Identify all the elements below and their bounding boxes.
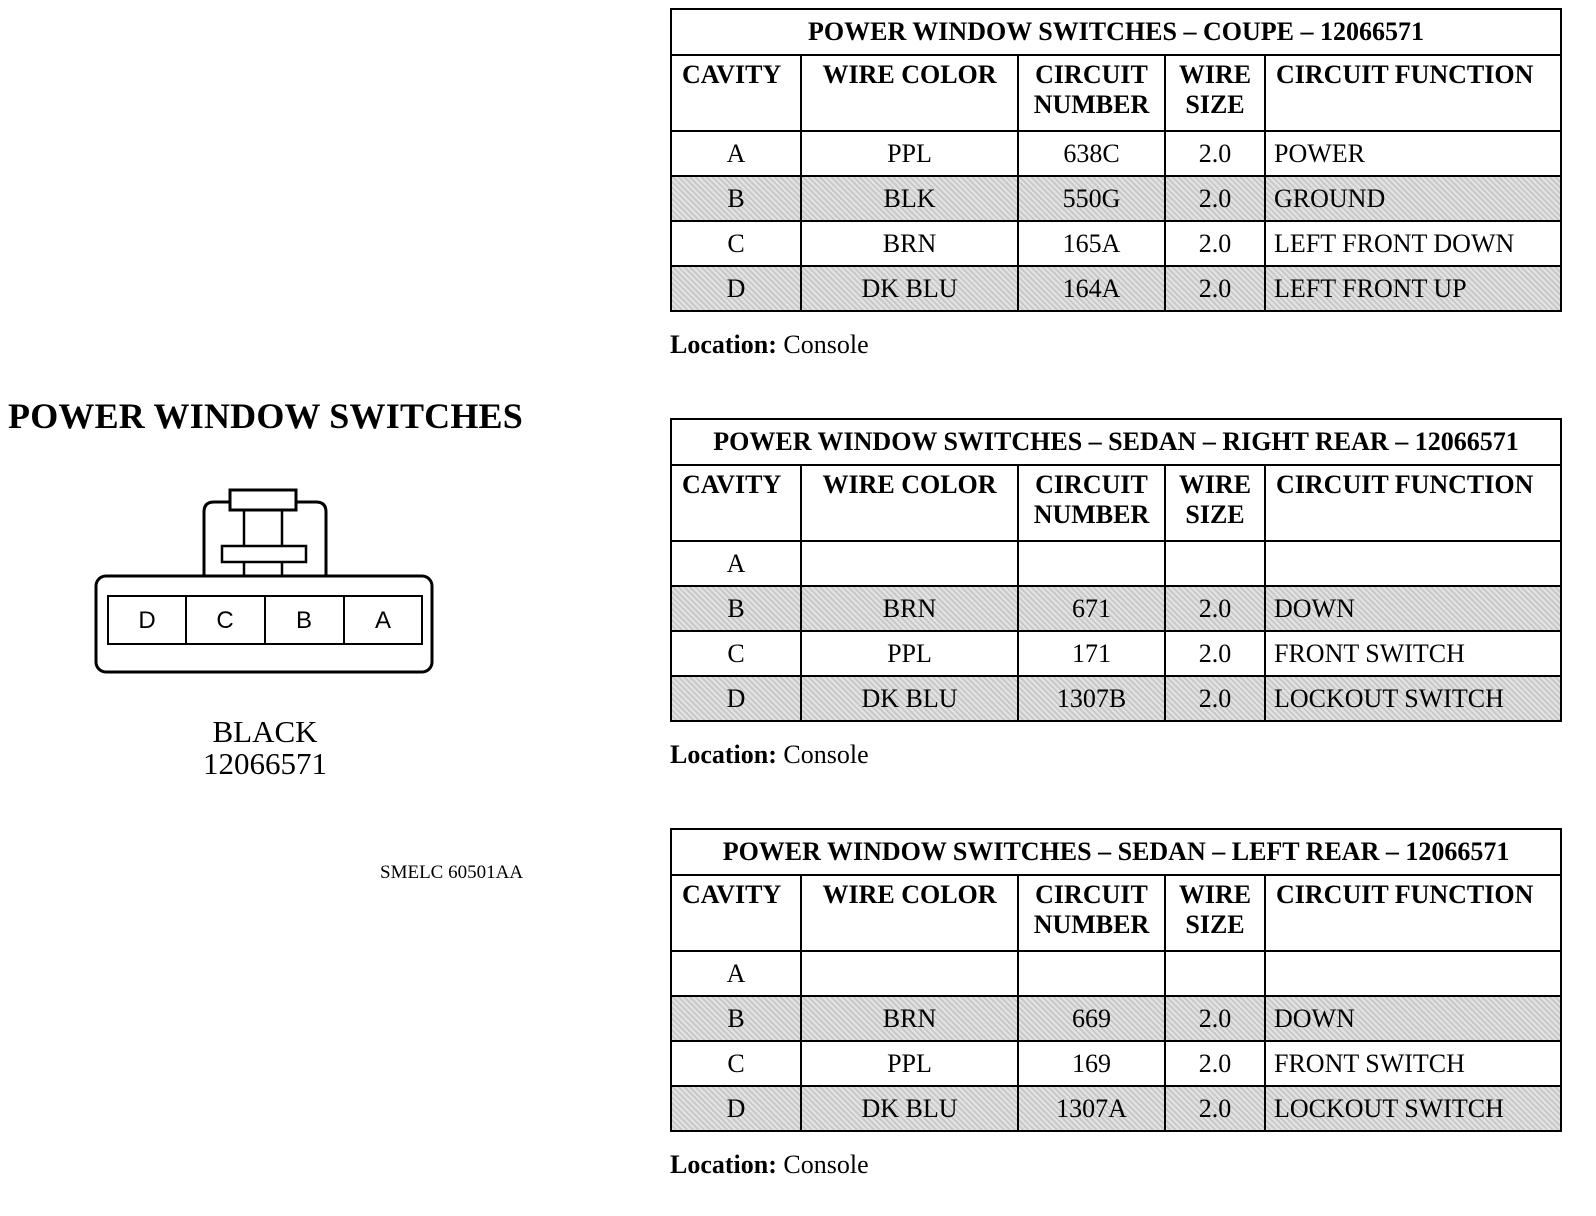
cell-circuit-function: LOCKOUT SWITCH	[1265, 1086, 1561, 1131]
cell-circuit-function: DOWN	[1265, 996, 1561, 1041]
location-label: Location:	[670, 740, 777, 769]
cell-wire-color: PPL	[801, 131, 1018, 176]
cell-circuit-function	[1265, 951, 1561, 996]
col-header-cavity: CAVITY	[671, 465, 801, 541]
col-header-wire-color: WIRE COLOR	[801, 55, 1018, 131]
col-header-circuit-number-line1: CIRCUIT	[1035, 470, 1148, 499]
connector-title: POWER WINDOW SWITCHES	[8, 396, 523, 436]
col-header-wire-size-line1: WIRE	[1178, 60, 1252, 89]
col-header-wire-size-line1: WIRE	[1178, 880, 1252, 909]
table-title: POWER WINDOW SWITCHES – COUPE – 12066571	[671, 9, 1561, 55]
col-header-wire-size	[1165, 465, 1265, 541]
cell-wire-color: BRN	[801, 221, 1018, 266]
wiring-table-block	[670, 418, 1562, 770]
cavity-label-c: C	[216, 607, 234, 634]
col-header-circuit-number	[1018, 55, 1165, 131]
cell-wire-size: 2.0	[1165, 266, 1265, 311]
cell-cavity: D	[671, 676, 801, 721]
cell-wire-size: 2.0	[1165, 996, 1265, 1041]
cell-circuit-number: 164A	[1018, 266, 1165, 311]
col-header-wire-size	[1165, 875, 1265, 951]
col-header-circuit-number-line1: CIRCUIT	[1035, 880, 1148, 909]
cell-wire-size: 2.0	[1165, 1041, 1265, 1086]
cell-wire-color: DK BLU	[801, 1086, 1018, 1131]
wiring-table	[670, 418, 1562, 722]
col-header-cavity: CAVITY	[671, 55, 801, 131]
cell-circuit-number: 669	[1018, 996, 1165, 1041]
col-header-wire-color: WIRE COLOR	[801, 465, 1018, 541]
table-row	[671, 1086, 1561, 1131]
col-header-circuit-function: CIRCUIT FUNCTION	[1265, 465, 1561, 541]
cell-cavity: B	[671, 996, 801, 1041]
cell-cavity: A	[671, 131, 801, 176]
table-row	[671, 541, 1561, 586]
cell-wire-color: BRN	[801, 996, 1018, 1041]
cell-cavity: C	[671, 221, 801, 266]
cell-cavity: B	[671, 586, 801, 631]
cell-wire-color: BRN	[801, 586, 1018, 631]
location-value: Console	[783, 330, 869, 359]
col-header-wire-size	[1165, 55, 1265, 131]
wiring-table-block	[670, 828, 1562, 1180]
cell-wire-size: 2.0	[1165, 631, 1265, 676]
cell-circuit-function: POWER	[1265, 131, 1561, 176]
location-label: Location:	[670, 330, 777, 359]
cell-wire-color	[801, 541, 1018, 586]
cell-circuit-function	[1265, 541, 1561, 586]
cell-circuit-function: FRONT SWITCH	[1265, 1041, 1561, 1086]
col-header-circuit-number-line2: NUMBER	[1033, 90, 1150, 119]
col-header-circuit-number	[1018, 465, 1165, 541]
location-line	[670, 740, 1562, 770]
col-header-circuit-function: CIRCUIT FUNCTION	[1265, 875, 1561, 951]
col-header-wire-size-line2: SIZE	[1185, 500, 1245, 529]
cell-wire-size	[1165, 951, 1265, 996]
cell-circuit-number: 1307B	[1018, 676, 1165, 721]
wiring-table-block	[670, 8, 1562, 360]
table-row	[671, 631, 1561, 676]
col-header-wire-size-line1: WIRE	[1178, 470, 1252, 499]
col-header-circuit-number-line2: NUMBER	[1033, 910, 1150, 939]
connector-label	[140, 716, 390, 780]
wiring-table	[670, 828, 1562, 1132]
cavity-label-d: D	[138, 607, 156, 634]
cell-wire-size: 2.0	[1165, 586, 1265, 631]
cell-cavity: C	[671, 1041, 801, 1086]
cell-circuit-number: 550G	[1018, 176, 1165, 221]
table-row	[671, 221, 1561, 266]
location-line	[670, 1150, 1562, 1180]
col-header-wire-color: WIRE COLOR	[801, 875, 1018, 951]
cell-cavity: B	[671, 176, 801, 221]
cell-cavity: A	[671, 541, 801, 586]
cell-wire-size: 2.0	[1165, 131, 1265, 176]
cell-circuit-number: 169	[1018, 1041, 1165, 1086]
col-header-circuit-number-line2: NUMBER	[1033, 500, 1150, 529]
table-row	[671, 266, 1561, 311]
connector-color: BLACK	[212, 714, 318, 749]
cell-circuit-number: 165A	[1018, 221, 1165, 266]
cell-wire-color: PPL	[801, 1041, 1018, 1086]
col-header-circuit-function: CIRCUIT FUNCTION	[1265, 55, 1561, 131]
cavity-label-b: B	[295, 607, 313, 634]
cell-circuit-function: LEFT FRONT UP	[1265, 266, 1561, 311]
cell-cavity: D	[671, 266, 801, 311]
table-row	[671, 176, 1561, 221]
table-row	[671, 996, 1561, 1041]
cell-circuit-number: 671	[1018, 586, 1165, 631]
location-line	[670, 330, 1562, 360]
figure-code: SMELC 60501AA	[380, 862, 524, 883]
cell-wire-size: 2.0	[1165, 1086, 1265, 1131]
table-row	[671, 951, 1561, 996]
cell-wire-color: PPL	[801, 631, 1018, 676]
cell-wire-color: DK BLU	[801, 676, 1018, 721]
cell-circuit-number	[1018, 951, 1165, 996]
table-row	[671, 1041, 1561, 1086]
location-value: Console	[783, 740, 869, 769]
col-header-circuit-number-line1: CIRCUIT	[1035, 60, 1148, 89]
cell-cavity: A	[671, 951, 801, 996]
cell-wire-size	[1165, 541, 1265, 586]
table-row	[671, 131, 1561, 176]
col-header-wire-size-line2: SIZE	[1185, 90, 1245, 119]
col-header-cavity: CAVITY	[671, 875, 801, 951]
cell-circuit-number: 1307A	[1018, 1086, 1165, 1131]
cell-circuit-number: 171	[1018, 631, 1165, 676]
cell-cavity: C	[671, 631, 801, 676]
cell-wire-color	[801, 951, 1018, 996]
cell-wire-size: 2.0	[1165, 176, 1265, 221]
table-title: POWER WINDOW SWITCHES – SEDAN – LEFT REAR – 12066571	[671, 829, 1561, 875]
location-value: Console	[783, 1150, 869, 1179]
connector-part-number: 12066571	[203, 746, 327, 781]
cell-circuit-function: LOCKOUT SWITCH	[1265, 676, 1561, 721]
cavity-label-a: A	[374, 607, 392, 634]
cell-circuit-function: GROUND	[1265, 176, 1561, 221]
cell-circuit-function: FRONT SWITCH	[1265, 631, 1561, 676]
cell-circuit-function: DOWN	[1265, 586, 1561, 631]
col-header-wire-size-line2: SIZE	[1185, 910, 1245, 939]
connector-diagram	[94, 488, 436, 678]
table-row	[671, 676, 1561, 721]
table-title: POWER WINDOW SWITCHES – SEDAN – RIGHT REAR – 12066571	[671, 419, 1561, 465]
cell-circuit-number	[1018, 541, 1165, 586]
wiring-table	[670, 8, 1562, 312]
location-label: Location:	[670, 1150, 777, 1179]
cell-wire-size: 2.0	[1165, 221, 1265, 266]
cell-wire-size: 2.0	[1165, 676, 1265, 721]
cell-wire-color: BLK	[801, 176, 1018, 221]
cell-cavity: D	[671, 1086, 801, 1131]
col-header-circuit-number	[1018, 875, 1165, 951]
cell-circuit-function: LEFT FRONT DOWN	[1265, 221, 1561, 266]
table-row	[671, 586, 1561, 631]
cell-wire-color: DK BLU	[801, 266, 1018, 311]
cell-circuit-number: 638C	[1018, 131, 1165, 176]
